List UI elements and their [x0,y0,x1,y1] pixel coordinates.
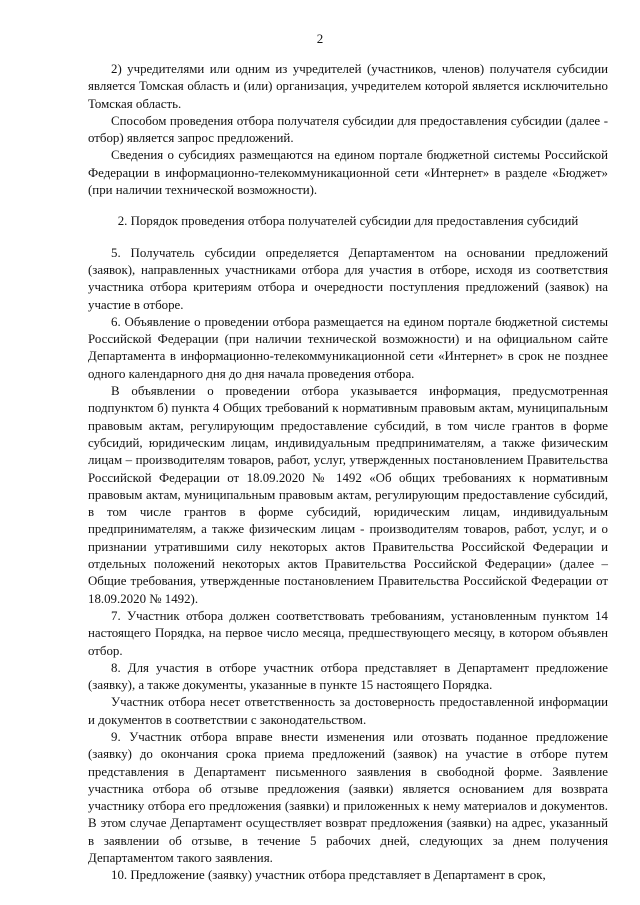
paragraph: 8. Для участия в отборе участник отбора представляет в Департамент предложение (заявку), а также документы, указанные в пункте 15 настоящего Порядка. [88,660,608,693]
section-heading: 2. Порядок проведения отбора получателей субсидии для предоставления субсидий [117,214,579,229]
paragraph: 5. Получатель субсидии определяется Департаментом на основании предложений (заявок), направленных участниками отбора для участия в отборе, исходя из соответствия участника отбора критериям отбора и очередности поступления предложений (заявок) на участие в отборе. [88,245,608,312]
paragraph: Сведения о субсидиях размещаются на едином портале бюджетной системы Российской Федерации в информационно-телекоммуникационной сети «Интернет» в разделе «Бюджет» (при наличии технической возможности). [88,148,608,198]
document-body [88,61,608,885]
paragraph: Способом проведения отбора получателя субсидии для предоставления субсидии (далее - отбор) является запрос предложений. [88,113,608,146]
paragraph: 7. Участник отбора должен соответствовать требованиям, установленным пунктом 14 настоящего Порядка, на первое число месяца, предшествующего месяцу, в котором объявлен отбор. [88,608,608,658]
paragraph: 2) учредителями или одним из учредителей (участников, членов) получателя субсидии является Томская область и (или) организация, учредителем которой является исключительно Томская область. [88,62,608,111]
paragraph: Участник отбора несет ответственность за достоверность предоставленной информации и документов в соответствии с законодательством. [88,695,608,727]
paragraph: 9. Участник отбора вправе внести изменения или отозвать поданное предложение (заявку) до окончания срока приема предложений (заявок) на участие в отборе путем представления в Департамент письменного заявления в свободной форме. Заявление участника отбора об отзыве предложения (заявки) является основанием для возврата участнику отбора его предложения (заявки) и приложенных к нему материалов и документов. В этом случае Департамент осуществляет возврат предложения (заявки) на адрес, указанный в заявлении об отзыве, в течение 5 рабочих дней, следующих за днем получения Департаментом такого заявления. [88,729,608,866]
spacer [88,199,608,213]
paragraph: В объявлении о проведении отбора указывается информация, предусмотренная подпунктом б) пункта 4 Общих требований к нормативным правовым актам, муниципальным правовым актам, регулирующим предоставление субсидий, в том числе грантов в форме субсидий, юридическим лицам, индивидуальным предпринимателям, а также физическим лицам – производителям товаров, работ, услуг, утвержденных постановлением Правительства Российской Федерации от 18.09.2020 № 1492 «Об общих требованиях к нормативным правовым актам, муниципальным правовым актам, регулирующим предоставление субсидий, в том числе грантов в форме субсидий, юридическим лицам, индивидуальным предпринимателям, а также физическим лицам - производителям товаров, работ, услуг, и о признании утратившими силу некоторых актов Правительства Российской Федерации и отдельных положений некоторых актов Правительства Российской Федерации» (далее – Общие требования, утвержденные постановлением Правительства Российской Федерации от 18.09.2020 № 1492). [88,384,608,606]
spacer [88,231,608,245]
paragraph: 6. Объявление о проведении отбора размещается на едином портале бюджетной системы Российской Федерации (при наличии технической возможности) и на официальном сайте Департамента в информационно-телекоммуникационной сети «Интернет» в срок не позднее одного календарного дня до дня начала проведения отбора. [88,314,608,381]
paragraph: 10. Предложение (заявку) участник отбора представляет в Департамент в срок, [111,868,546,883]
page-number: 2 [316,31,324,46]
